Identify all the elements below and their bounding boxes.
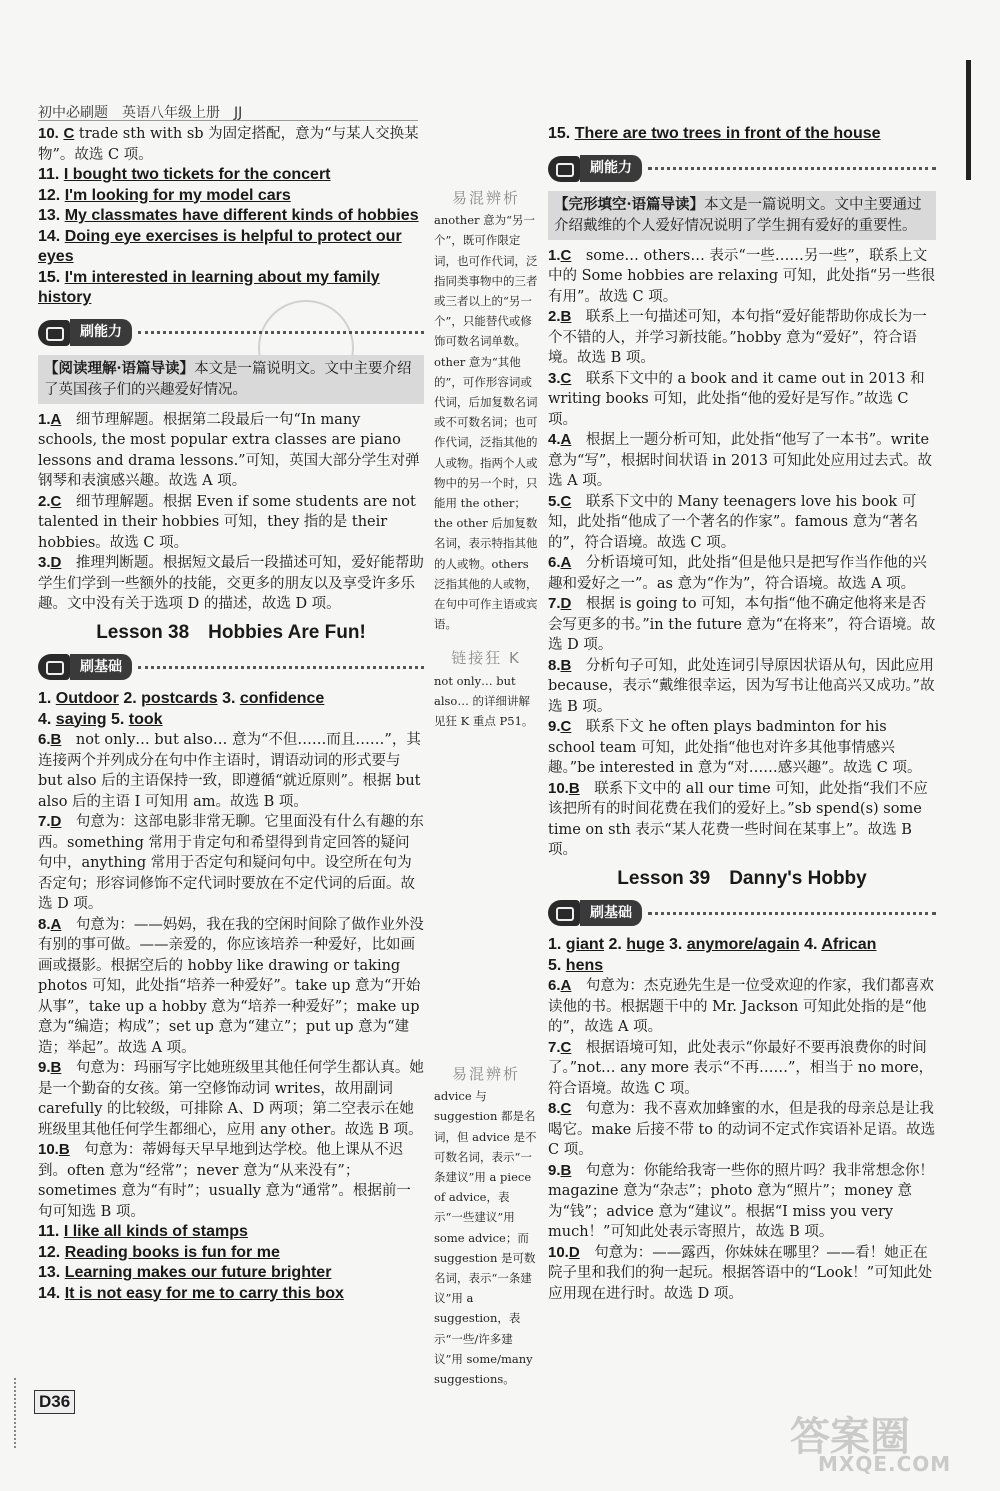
- sidenote-text: another 意为“另一个”，既可作限定词，也可作代词，泛指同类事物中的三者或三者以上的“另一个”，只能替代或修饰可数名词单数。other 意为“其他的”，可作形容词或代词，后加复数名词或不可数名词；也可作代词，泛指其他的人或物。指两个人或物中的另一个时，只能用 the other；the other 后加复数名词，表示特指其他的人或物。others 泛指其他的人或物，在句中可作主语或宾语。: [434, 213, 538, 632]
- vocab-line: 5. hens: [548, 956, 604, 974]
- section-badge: 刷能力: [38, 319, 424, 347]
- dotted-margin-mark: [14, 1378, 30, 1448]
- answer-item: 10.D 句意为：——露西，你妹妹在哪里？——看！她正在院子里和我们的狗一起玩。根据答语中的“Look！”可知此处应用现在进行时。故选 D 项。: [548, 1243, 933, 1302]
- answer-item: 10. C trade sth with sb 为固定搭配，意为“与某人交换某物”。故选 C 项。: [38, 125, 419, 163]
- sidenote-text: advice 与 suggestion 都是名词，但 advice 是不可数名词，表示“一条建议”用 a piece of advice，表示“一些建议”用 some advice；而 suggestion 是可数名词，表示“一条建议”用 a suggestion，表示“一些/许多建议”用 some/many suggestions。: [434, 1089, 537, 1387]
- answer-item: 9.B 句意为：你能给我寄一些你的照片吗？我非常想念你！magazine 意为“杂志”；photo 意为“照片”；money 意为“钱”；advice 意为“建议”。根据“I miss you very much！”可知此处表示寄照片，故选 B 项。: [548, 1161, 934, 1240]
- running-header: 初中必刷题 英语八年级上册 JJ: [38, 105, 243, 121]
- brush-icon: [38, 320, 70, 346]
- answer-item: 7.D 句意为：这部电影非常无聊。它里面没有什么有趣的东西。something 常用于肯定句和希望得到肯定回答的疑问句中，anything 常用于否定句和疑问句中。设空所在句为否定句；形容词修饰不定代词时要放在不定代词的后面。故选 D 项。: [38, 813, 424, 912]
- vocab-line: 1. Outdoor 2. postcards 3. confidence: [38, 690, 325, 707]
- answer-item: 1.A 细节理解题。根据第二段最后一句“In many schools, the most popular extra classes are piano lessons and drama lessons.”可知，英国大部分学生对弹钢琴和表演感兴趣。故选 A 项。: [38, 410, 420, 489]
- answer-item: 3.D 推理判断题。根据短文最后一段描述可知，爱好能帮助学生们学到一些额外的技能，交更多的朋友以及享受许多乐趣。文中没有关于选项 D 的描述，故选 D 项。: [38, 554, 424, 612]
- answer-line: 11. I like all kinds of stamps: [38, 1223, 248, 1240]
- answer-item: 6.B not only… but also… 意为“不但……而且……”，其连接两个并列成分在句中作主语时，谓语动词的形式要与 but also 后的主语保持一致，即遵循“就近原则”。根据 but also 后的主语 I 可知用 am。故选 B 项。: [38, 731, 421, 810]
- lesson-title: Lesson 38 Hobbies Are Fun!: [96, 621, 366, 643]
- section-badge: 刷基础: [548, 899, 936, 927]
- edge-bar: [966, 60, 971, 180]
- section-badge: 刷基础: [38, 653, 424, 681]
- right-column: [548, 124, 936, 1304]
- answer-item: 5.C 联系下文中的 Many teenagers love his book 可知，此处指“他成了一个著名的作家”。famous 意为“著名的”，符合语境。故选 C 项。: [548, 492, 919, 551]
- dotted-rule: [138, 331, 424, 334]
- section-badge: 刷能力: [548, 155, 936, 183]
- brush-icon: [38, 654, 70, 680]
- answer-line: 15. There are two trees in front of the house: [548, 125, 881, 142]
- dotted-rule: [138, 666, 424, 669]
- answer-item: 6.A 分析语境可知，此处指“但是他只是把写作当作他的兴趣和爱好之一”。as 意为“作为”，符合语境。故选 A 项。: [548, 554, 927, 592]
- answer-line: 13. Learning makes our future brighter: [38, 1264, 332, 1281]
- passage-guide: 【阅读理解·语篇导读】本文是一篇说明文。文中主要介绍了英国孩子们的兴趣爱好情况。: [38, 355, 424, 404]
- answer-item: 7.D 根据 is going to 可知，本句指“他不确定他将来是否会写更多的书。”in the future 意为“在将来”，符合语境。故选 D 项。: [548, 595, 936, 653]
- sidenote-title: 易混辨析: [451, 1065, 520, 1083]
- answer-line: 15. I'm interested in learning about my family history: [38, 268, 380, 306]
- dotted-rule: [648, 912, 936, 915]
- sidenote-title: 易混辨析: [451, 189, 520, 207]
- answer-item: 10.B 句意为：蒂姆每天早早地到达学校。他上课从不迟到。often 意为“经常”；never 意为“从来没有”；sometimes 意为“有时”；usually 意为“通常”。根据前一句可知选 B 项。: [38, 1141, 411, 1220]
- answer-item: 2.C 细节理解题。根据 Even if some students are not talented in their hobbies 可知，they 指的是 their hobbies。故选 C 项。: [38, 492, 416, 551]
- vocab-line: 1. giant 2. huge 3. anymore/again 4. African: [548, 936, 877, 953]
- answer-item: 4.A 根据上一题分析可知，此处指“他写了一本书”。write 意为“写”，根据时间状语 in 2013 可知此处应用过去式。故选 A 项。: [548, 431, 933, 489]
- answer-item: 3.C 联系下文中的 a book and it came out in 2013 和 writing books 可知，此处指“他的爱好是写作。”故选 C 项。: [548, 369, 925, 428]
- watermark-logo: 答案圈: [790, 1414, 910, 1460]
- answer-line: 14. It is not easy for me to carry this box: [38, 1284, 344, 1302]
- answer-item: 2.B 联系上一句描述可知，本句指“爱好能帮助你成长为一个不错的人，并学习新技能。”hobby 意为“爱好”，符合语境。故选 B 项。: [548, 308, 927, 366]
- answer-item: 6.A 句意为：杰克逊先生是一位受欢迎的作家，我们都喜欢读他的书。根据题干中的 Mr. Jackson 可知此处指的是“他的”，故选 A 项。: [548, 977, 934, 1035]
- answer-line: 12. I'm looking for my model cars: [38, 186, 291, 204]
- sidenote-column: [434, 188, 538, 731]
- lesson-title: Lesson 39 Danny's Hobby: [617, 867, 867, 889]
- answer-item: 10.B 联系下文中的 all our time 可知，此处指“我们不应该把所有的时间花费在我们的爱好上。”sb spend(s) some time on sth 表示“某人花费一些时间在某事上”。故选 B 项。: [548, 779, 928, 858]
- sidenote-column: [434, 1064, 538, 1389]
- answer-item: 8.B 分析句子可知，此处连词引导原因状语从句，因此应用 because，表示“戴维很幸运，因为写书让他高兴又成功。”故选 B 项。: [548, 656, 935, 715]
- dotted-rule: [648, 167, 936, 170]
- answer-line: 12. Reading books is fun for me: [38, 1243, 280, 1261]
- brush-icon: [548, 900, 580, 926]
- vocab-line: 4. saying 5. took: [38, 710, 163, 728]
- passage-guide: 【完形填空·语篇导读】本文是一篇说明文。文中主要通过介绍戴维的个人爱好情况说明了学生拥有爱好的重要性。: [548, 191, 936, 240]
- brush-icon: [548, 156, 580, 182]
- answer-line: 11. I bought two tickets for the concert: [38, 166, 331, 183]
- answer-item: 1.C some… others… 表示“一些……另一些”，联系上文中的 Some hobbies are relaxing 可知，此处指“另一些很有用”。故选 C 项。: [548, 246, 936, 305]
- page-number: D36: [34, 1390, 75, 1414]
- sidenote-title: 链接狂 K: [451, 649, 521, 668]
- answer-item: 9.C 联系下文 he often plays badminton for his school team 可知，此处指“他也对许多其他事情感兴趣。”be interested in 意为“对……感兴趣”。故选 C 项。: [548, 718, 922, 776]
- answer-item: 8.A 句意为：——妈妈，我在我的空闲时间除了做作业外没有别的事可做。——亲爱的，你应该培养一种爱好，比如画画或摄影。根据空后的 hobby like drawing or taking photos 可知，此处指“培养一种爱好”。take up 意为“开始从事”，take up a hobby 意为“培养一种爱好”；make up 意为“编造；构成”；set up 意为“建立”；put up 意为“建造；举起”。故选 A 项。: [38, 915, 424, 1056]
- answer-line: 13. My classmates have different kinds of hobbies: [38, 207, 419, 224]
- answer-line: 14. Doing eye exercises is helpful to protect our eyes: [38, 227, 402, 265]
- header-rule: [38, 120, 418, 121]
- answer-item: 7.C 根据语境可知，此处表示“你最好不要再浪费你的时间了。”not… any more 表示“不再……”，相当于 no more，符合语境。故选 C 项。: [548, 1038, 934, 1097]
- answer-item: 9.B 句意为：玛丽写字比她班级里其他任何学生都认真。她是一个勤奋的女孩。第一空修饰动词 writes，故用副词 carefully 的比较级，可排除 A、D 两项；第二空表示在她班级里其他任何学生都细心，应用 any other。故选 B 项。: [38, 1059, 424, 1138]
- left-column: [38, 124, 424, 1304]
- sidenote-text: not only… but also… 的详细讲解见狂 K 重点 P51。: [434, 673, 534, 729]
- answer-item: 8.C 句意为：我不喜欢加蜂蜜的水，但是我的母亲总是让我喝它。make 后接不带 to 的动词不定式作宾语补足语。故选 C 项。: [548, 1100, 936, 1158]
- watermark-url: MXQE.COM: [818, 1452, 952, 1476]
